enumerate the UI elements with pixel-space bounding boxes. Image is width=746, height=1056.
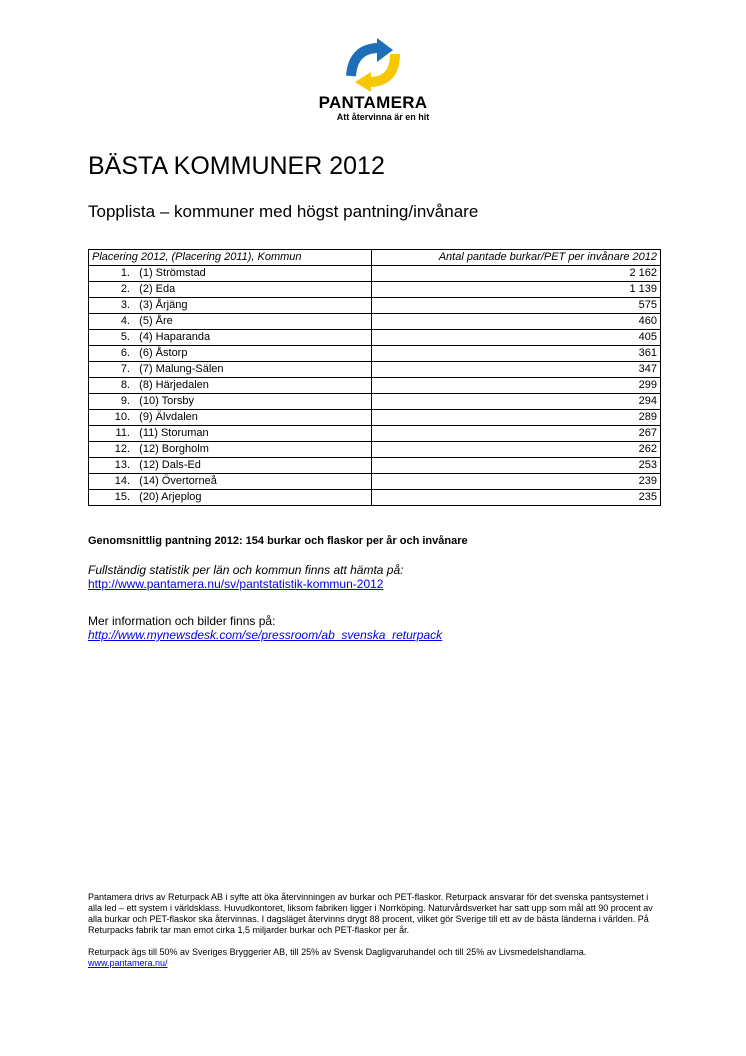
footer (88, 892, 662, 980)
column-header-municipality: Placering 2012, (Placering 2011), Kommun (89, 250, 372, 266)
ranking-table (88, 249, 661, 506)
rank-2012: 15. (114, 491, 130, 503)
footer-ownership (88, 947, 662, 969)
table-row (89, 410, 661, 426)
municipality-name: (7) Malung-Sälen (139, 363, 224, 375)
municipality-name: (10) Torsby (139, 395, 194, 407)
municipality-name: (14) Övertorneå (139, 475, 217, 487)
value-cell: 235 (372, 490, 661, 506)
value-cell: 405 (372, 330, 661, 346)
statistics-text: Fullständig statistik per län och kommun finns att hämta på: (88, 563, 404, 577)
municipality-cell (89, 282, 372, 298)
rank-2012: 3. (120, 299, 130, 311)
table-row (89, 458, 661, 474)
municipality-name: (1) Strömstad (139, 267, 206, 279)
municipality-cell (89, 346, 372, 362)
municipality-cell (89, 330, 372, 346)
rank-2012: 2. (120, 283, 130, 295)
brand-tagline: Att återvinna är en hit (336, 112, 430, 122)
municipality-cell (89, 410, 372, 426)
municipality-cell (89, 314, 372, 330)
rank-2012: 4. (120, 315, 130, 327)
municipality-name: (20) Arjeplog (139, 491, 202, 503)
footer-about: Pantamera drivs av Returpack AB i syfte att öka återvinningen av burkar och PET-flaskor. Returpack ansvarar för det svenska pantsystemet i alla led – ett system i världsklass. Huvudkontoret, liksom fabriken ligger i Norrköping. Naturvårdsverket har satt upp som mål att 90 procent av alla burkar och PET-flaskor ska återvinnas. I dagsläget återvinns drygt 88 procent, vilket gör Sverige till ett av de bästa länderna i världen. På Returpacks fabrik tar man emot cirka 1,5 miljarder burkar och PET-flaskor per år. (88, 892, 653, 935)
municipality-cell (89, 474, 372, 490)
municipality-name: (9) Älvdalen (139, 411, 198, 423)
brand-name: PANTAMERA (318, 93, 428, 112)
municipality-cell (89, 394, 372, 410)
municipality-name: (11) Storuman (139, 427, 209, 439)
table-row (89, 266, 661, 282)
municipality-cell (89, 378, 372, 394)
municipality-cell (89, 490, 372, 506)
page-title: BÄSTA KOMMUNER 2012 (88, 152, 385, 180)
table-row (89, 394, 661, 410)
table-row (89, 474, 661, 490)
footer-ownership-text: Returpack ägs till 50% av Sveriges Bryggerier AB, till 25% av Svensk Dagligvaruhandel och till 25% av Livsmedelshandlarna. (88, 947, 587, 957)
rank-2012: 13. (114, 459, 130, 471)
value-cell: 2 162 (372, 266, 661, 282)
value-cell: 289 (372, 410, 661, 426)
table-row (89, 362, 661, 378)
rank-2012: 5. (120, 331, 130, 343)
rank-2012: 14. (114, 475, 130, 487)
value-cell: 1 139 (372, 282, 661, 298)
value-cell: 347 (372, 362, 661, 378)
rank-2012: 11. (115, 427, 130, 439)
statistics-link[interactable]: http://www.pantamera.nu/sv/pantstatistik-kommun-2012 (88, 577, 384, 591)
column-header-value: Antal pantade burkar/PET per invånare 2012 (372, 250, 661, 266)
table-row (89, 378, 661, 394)
municipality-name: (3) Årjäng (139, 299, 188, 311)
table-row (89, 282, 661, 298)
recycle-arrows-icon (333, 38, 413, 92)
municipality-cell (89, 298, 372, 314)
table-row (89, 426, 661, 442)
table-row (89, 330, 661, 346)
value-cell: 267 (372, 426, 661, 442)
municipality-name: (5) Åre (139, 315, 173, 327)
value-cell: 262 (372, 442, 661, 458)
rank-2012: 6. (120, 347, 130, 359)
rank-2012: 8. (120, 379, 130, 391)
municipality-name: (2) Eda (139, 283, 176, 295)
statistics-section (88, 563, 404, 591)
press-room-link[interactable]: http://www.mynewsdesk.com/se/pressroom/ab_svenska_returpack (88, 628, 443, 642)
value-cell: 239 (372, 474, 661, 490)
municipality-name: (12) Dals-Ed (139, 459, 201, 471)
value-cell: 460 (372, 314, 661, 330)
table-row (89, 490, 661, 506)
table-row (89, 314, 661, 330)
table-header-row (89, 250, 661, 266)
municipality-name: (12) Borgholm (139, 443, 209, 455)
page-subtitle: Topplista – kommuner med högst pantning/invånare (88, 202, 479, 221)
value-cell: 299 (372, 378, 661, 394)
rank-2012: 1. (120, 267, 130, 279)
table-row (89, 346, 661, 362)
value-cell: 253 (372, 458, 661, 474)
table-row (89, 442, 661, 458)
more-info-text: Mer information och bilder finns på: (88, 614, 276, 628)
municipality-cell (89, 442, 372, 458)
value-cell: 294 (372, 394, 661, 410)
municipality-cell (89, 458, 372, 474)
rank-2012: 10. (114, 411, 130, 423)
average-statement: Genomsnittlig pantning 2012: 154 burkar och flaskor per år och invånare (88, 535, 468, 547)
municipality-name: (8) Härjedalen (139, 379, 209, 391)
municipality-name: (4) Haparanda (139, 331, 211, 343)
value-cell: 575 (372, 298, 661, 314)
municipality-cell (89, 266, 372, 282)
municipality-cell (89, 426, 372, 442)
rank-2012: 12. (114, 443, 130, 455)
rank-2012: 9. (120, 395, 130, 407)
municipality-name: (6) Åstorp (139, 347, 188, 359)
more-info-section (88, 614, 442, 642)
rank-2012: 7. (120, 363, 130, 375)
table-row (89, 298, 661, 314)
value-cell: 361 (372, 346, 661, 362)
footer-website-link[interactable]: www.pantamera.nu/ (88, 958, 168, 968)
pantamera-logo (0, 38, 746, 123)
municipality-cell (89, 362, 372, 378)
